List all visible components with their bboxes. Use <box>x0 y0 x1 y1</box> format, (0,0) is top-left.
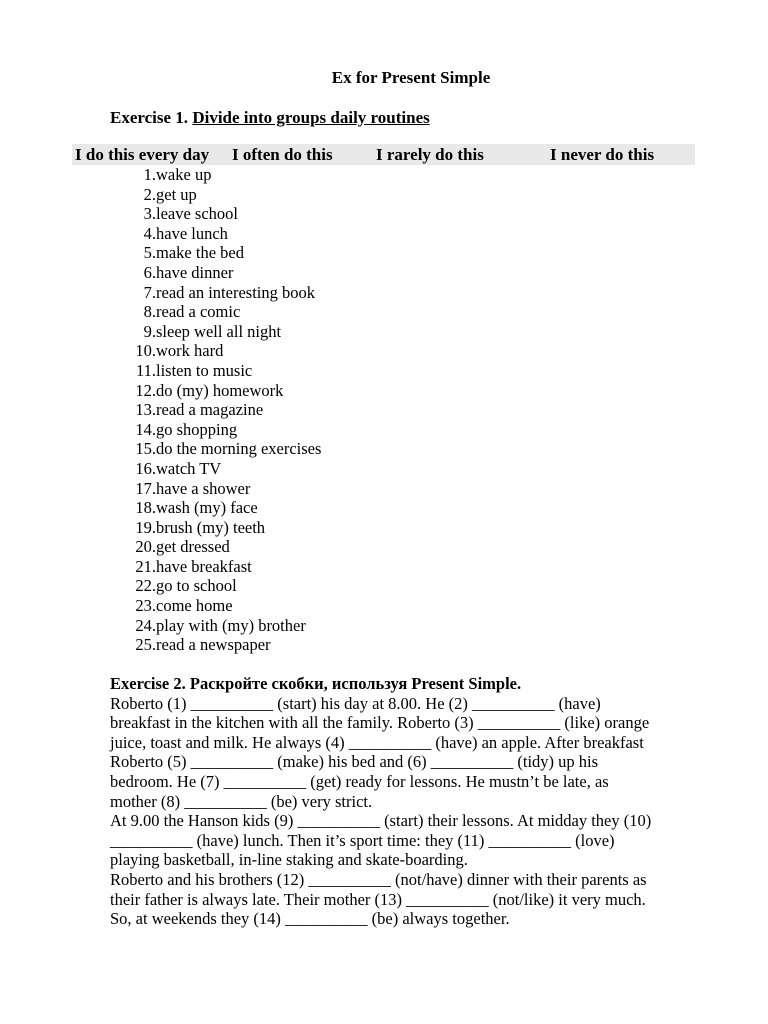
list-item-number: 14. <box>135 419 156 439</box>
list-item-text: make the bed <box>156 243 244 263</box>
list-item-number: 8. <box>143 302 156 322</box>
list-item-text: get dressed <box>156 537 230 557</box>
list-item-text: have dinner <box>156 262 234 282</box>
list-item-text: sleep well all night <box>156 321 282 341</box>
list-item-number: 9. <box>143 321 156 341</box>
list-item-text: wake up <box>156 165 212 184</box>
list-item-number: 17. <box>135 478 156 498</box>
list-item-number: 20. <box>135 537 156 557</box>
list-item-text: read a newspaper <box>156 635 271 655</box>
list-item-text: have breakfast <box>156 556 252 576</box>
list-item-number: 16. <box>135 458 156 478</box>
list-item-number: 1. <box>143 165 156 184</box>
list-item-number: 18. <box>135 498 156 518</box>
column-rarely: I rarely do this <box>376 145 484 164</box>
text-line: playing basketball, in-line staking and skate-boarding. <box>110 850 468 870</box>
list-item-text: wash (my) face <box>156 498 258 518</box>
exercise2 <box>110 674 710 929</box>
list-item-text: have lunch <box>156 223 228 243</box>
list-item-number: 22. <box>135 576 156 596</box>
list-item-number: 23. <box>135 596 156 616</box>
exercise2-text <box>110 694 710 929</box>
list-item-text: go shopping <box>156 419 238 439</box>
list-item-text: come home <box>156 596 233 616</box>
exercise1-instruction: Divide into groups daily routines <box>192 108 430 127</box>
list-item-number: 10. <box>135 341 156 361</box>
list-item-text: read a magazine <box>156 400 264 420</box>
list-item-number: 11. <box>135 360 156 380</box>
text-line: __________ (have) lunch. Then it’s sport time: they (11) __________ (love) <box>110 830 615 850</box>
exercise1-heading <box>110 108 430 128</box>
list-item-number: 15. <box>135 439 156 459</box>
column-often: I often do this <box>232 145 333 164</box>
list-item-number: 3. <box>143 204 156 224</box>
list-item-number: 13. <box>135 400 156 420</box>
list-item-text: have a shower <box>156 478 251 498</box>
column-every-day: I do this every day <box>75 145 210 164</box>
list-item-text: work hard <box>156 341 224 361</box>
text-line: mother (8) __________ (be) very strict. <box>110 791 373 811</box>
column-never: I never do this <box>550 145 655 164</box>
text-line: At 9.00 the Hanson kids (9) __________ (start) their lessons. At midday they (10) <box>110 811 652 831</box>
list-item-text: leave school <box>156 204 239 224</box>
text-line: juice, toast and milk. He always (4) __________ (have) an apple. After breakfast <box>110 732 644 752</box>
list-item-text: watch TV <box>156 458 222 478</box>
list-item-number: 24. <box>135 615 156 635</box>
list-item-text: read a comic <box>156 302 241 322</box>
list-item-number: 25. <box>135 635 156 655</box>
text-line: their father is always late. Their mother (13) __________ (not/like) it very much. <box>110 889 646 909</box>
text-line: breakfast in the kitchen with all the family. Roberto (3) __________ (like) orange <box>110 713 650 733</box>
list-item-text: read an interesting book <box>156 282 315 302</box>
exercise1-label: Exercise 1. <box>110 108 189 127</box>
list-item-number: 12. <box>135 380 156 400</box>
list-item-number: 19. <box>135 517 156 537</box>
list-item-number: 2. <box>143 184 156 204</box>
text-line: bedroom. He (7) __________ (get) ready for lessons. He mustn’t be late, as <box>110 771 609 791</box>
list-item-text: do the morning exercises <box>156 439 322 459</box>
text-line: So, at weekends they (14) __________ (be) always together. <box>110 909 510 929</box>
list-item-number: 21. <box>135 556 156 576</box>
list-item-text: listen to music <box>156 360 253 380</box>
list-item-text: go to school <box>156 576 237 596</box>
text-line: Roberto (1) __________ (start) his day at 8.00. He (2) __________ (have) <box>110 693 601 713</box>
exercise2-heading: Exercise 2. Раскройте скобки, используя Present Simple. <box>110 674 522 693</box>
list-item-number: 5. <box>143 243 156 263</box>
text-line: Roberto (5) __________ (make) his bed and (6) __________ (tidy) up his <box>110 752 599 772</box>
list-item-text: play with (my) brother <box>156 615 306 635</box>
list-item-number: 6. <box>143 262 156 282</box>
list-item-number: 7. <box>143 282 156 302</box>
text-line: Roberto and his brothers (12) __________ (not/have) dinner with their parents as <box>110 869 647 889</box>
page-title: Ex for Present Simple <box>331 68 491 87</box>
list-item-text: do (my) homework <box>156 380 284 400</box>
list-item-text: get up <box>156 184 197 204</box>
routine-columns-header <box>72 144 695 165</box>
list-item-text: brush (my) teeth <box>156 517 266 537</box>
list-item-number: 4. <box>143 223 156 243</box>
